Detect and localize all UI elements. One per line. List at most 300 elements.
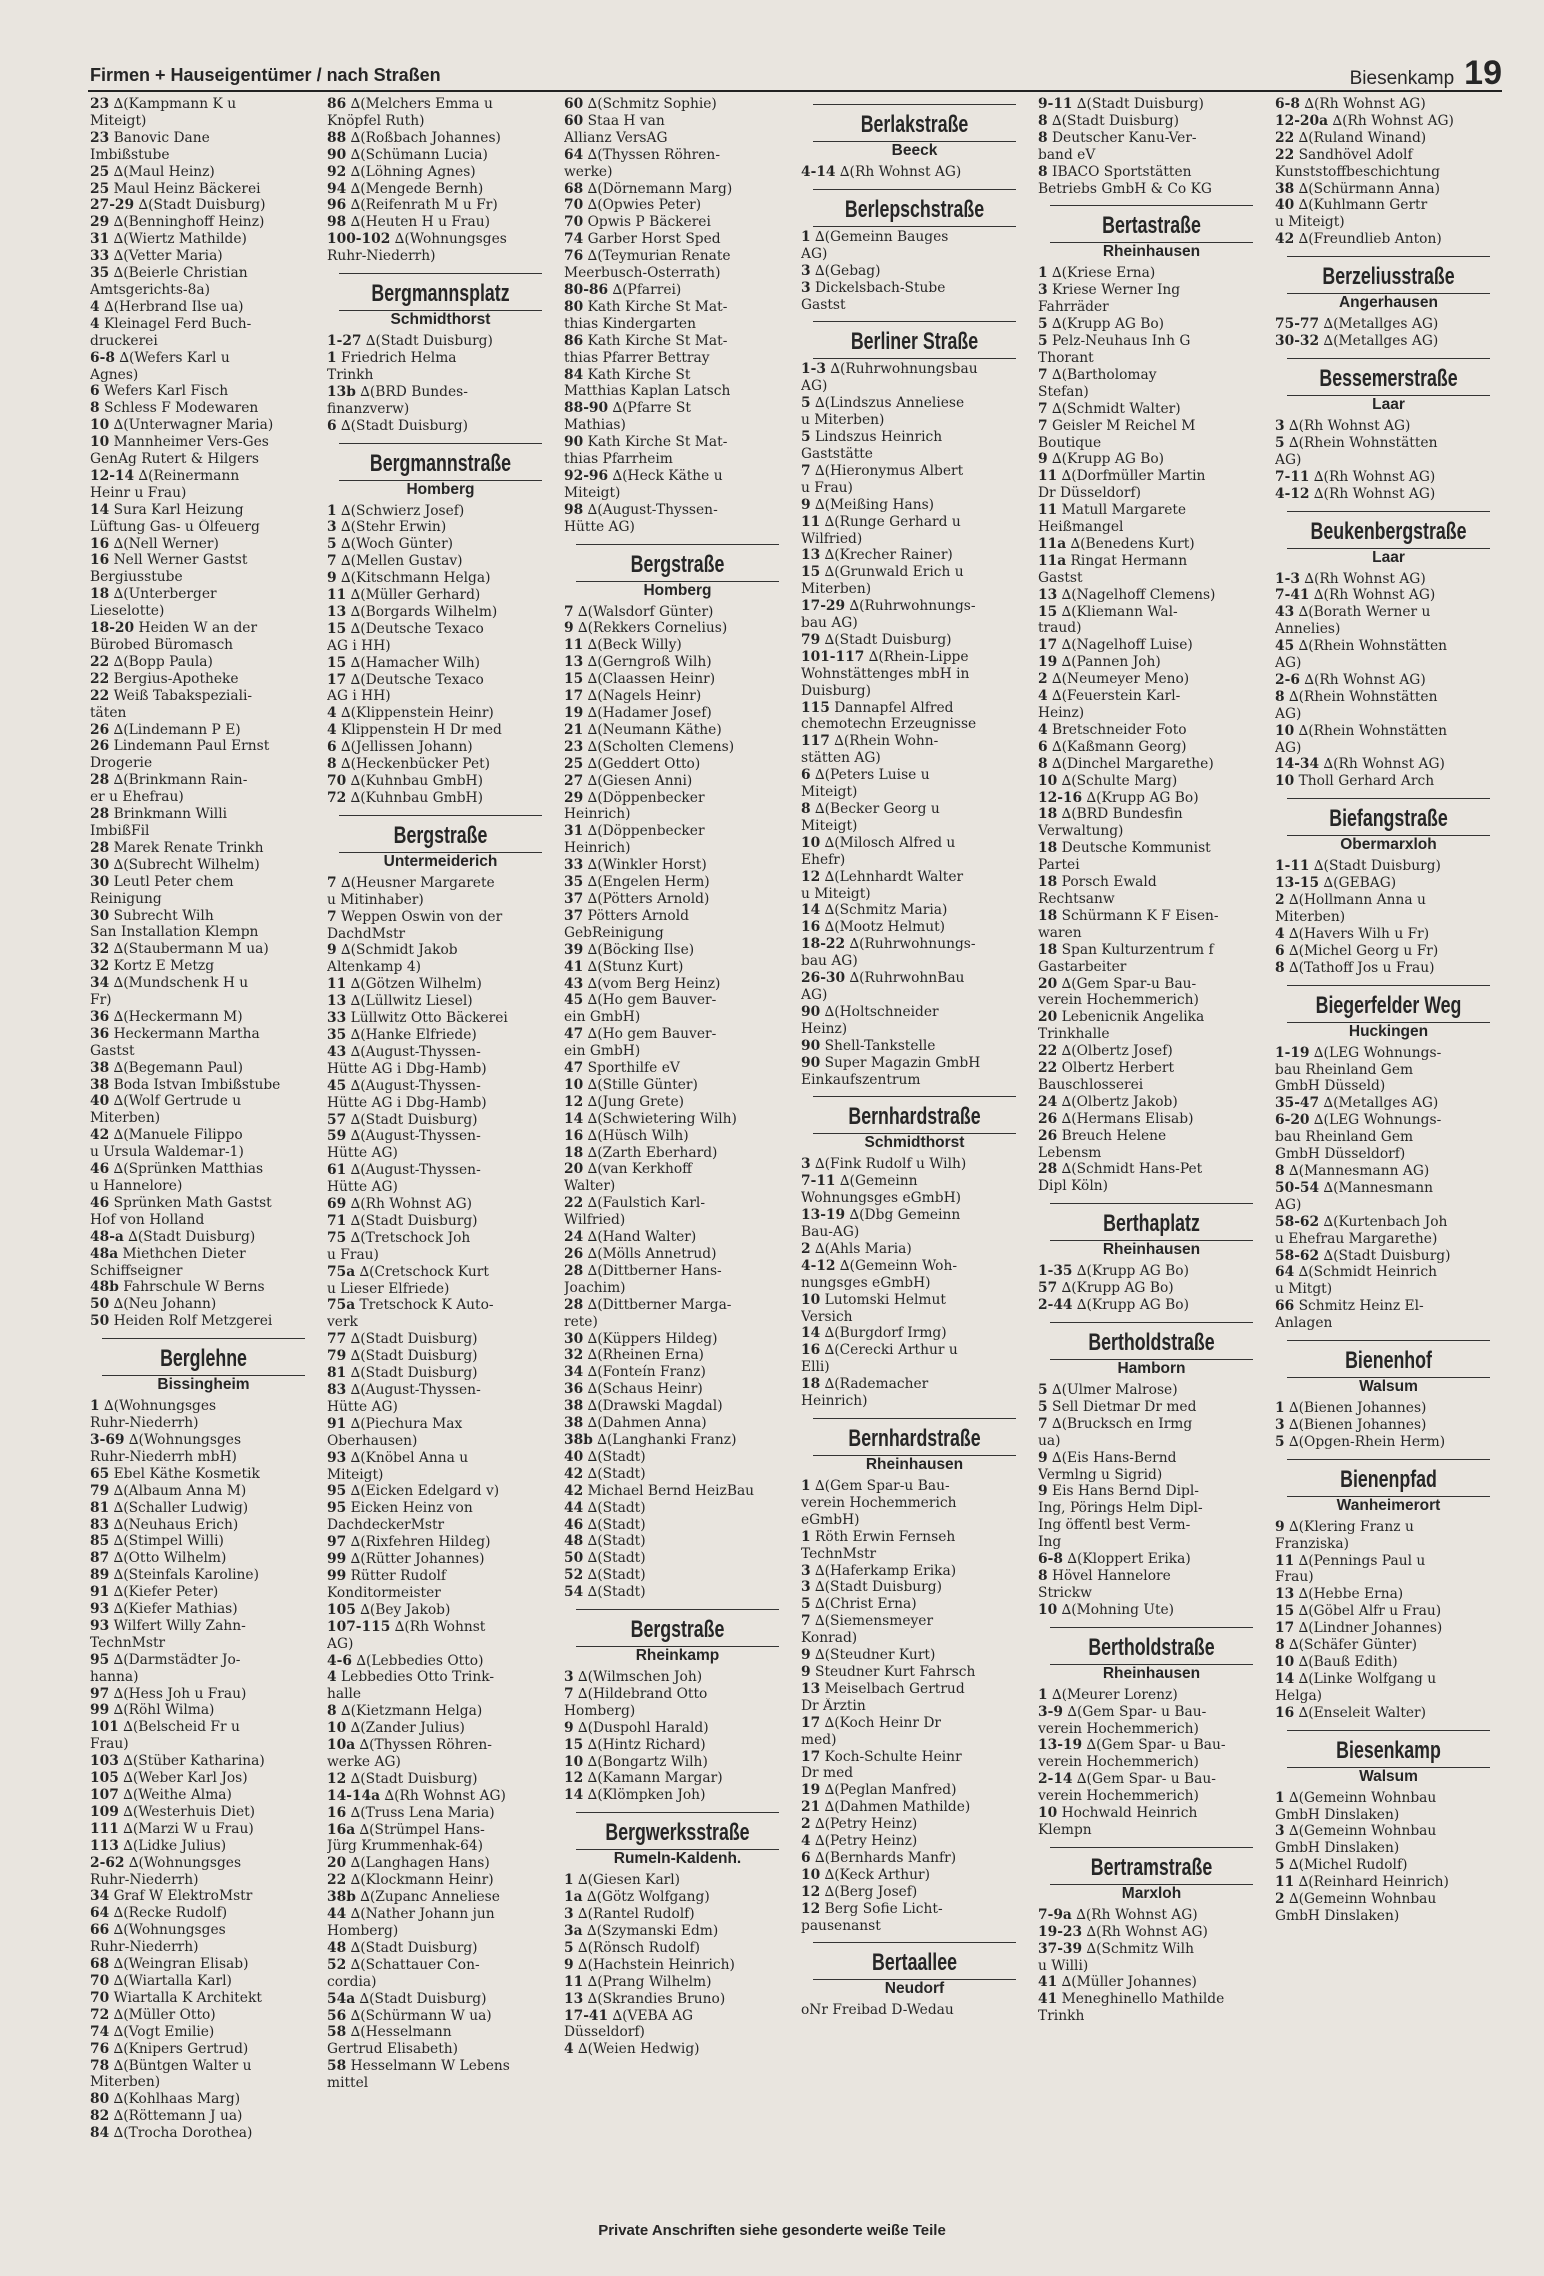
entry-text: Wohnungsges eGmbH) (801, 1190, 961, 1207)
entry-text: ∆(Havers Wilh u Fr) (1289, 925, 1430, 942)
entry-text: Agnes) (90, 366, 139, 383)
directory-entry (801, 564, 1028, 581)
directory-entry (801, 164, 1028, 181)
entry-text: ∆(Stüber Katharina) (123, 1753, 265, 1770)
directory-entry (327, 248, 554, 265)
directory-entry (801, 246, 1028, 263)
entry-text: täten (90, 704, 127, 721)
house-number: 18 (1038, 941, 1058, 958)
entry-text: eGmbH) (801, 1511, 860, 1528)
directory-entry (801, 1038, 1028, 1055)
entry-text: Tretschock K Auto- (359, 1297, 494, 1314)
entry-text: ∆(Rh Wohnst AG) (1304, 570, 1426, 587)
house-number: 45 (564, 992, 584, 1009)
directory-entry (801, 1647, 1028, 1664)
entry-text: AG) (1275, 655, 1302, 672)
directory-entry (1038, 620, 1265, 637)
directory-entry (1275, 1095, 1502, 1112)
house-number: 60 (564, 112, 584, 129)
entry-text: ∆(Müller Gerhard) (350, 587, 481, 604)
entry-text: Trinkhalle (1038, 1026, 1110, 1043)
entry-text: ∆(Kuhnbau GmbH) (350, 773, 483, 789)
entry-text: ∆(Keck Arthur) (824, 1866, 931, 1883)
house-number: 34 (564, 1364, 584, 1381)
entry-text: ∆(Heckermann M) (113, 1008, 243, 1025)
street-name: Bergmannstraße (369, 449, 512, 477)
directory-entry (564, 1432, 791, 1449)
entry-text: band eV (1038, 146, 1096, 163)
entry-text: Boda Istvan Imbißstube (113, 1076, 281, 1093)
house-number: 1-3 (801, 361, 826, 378)
column-1 (86, 96, 321, 2216)
directory-entry (90, 874, 317, 891)
house-number: 30-32 (1275, 333, 1320, 350)
directory-entry (1038, 1974, 1265, 1991)
house-number: 3 (801, 279, 811, 296)
entry-text: ∆(Rh Wohnst AG) (350, 1196, 472, 1213)
street-section (564, 1812, 791, 1868)
entry-text: Kath Kirche St (587, 366, 691, 383)
directory-entry (327, 350, 554, 367)
directory-entry (564, 756, 791, 773)
section-divider (1287, 1459, 1490, 1460)
directory-entry (1038, 1009, 1265, 1026)
entry-text: Bauschlosserei (1038, 1076, 1144, 1093)
street-name: Bergstraße (630, 550, 725, 578)
entry-text: Miethchen Dieter (122, 1245, 246, 1262)
entry-text: ∆(vom Berg Heinz) (587, 975, 721, 992)
entry-text: Hövel Hannelore (1052, 1567, 1171, 1584)
directory-entry (90, 755, 317, 772)
house-number: 5 (1038, 1382, 1048, 1398)
directory-entry (1275, 452, 1502, 469)
house-number: 58-62 (1275, 1213, 1320, 1230)
house-number: 34 (90, 975, 110, 992)
house-number: 82 (90, 2108, 110, 2125)
entry-text: Hütte AG) (327, 1179, 398, 1196)
street-section (1038, 1627, 1265, 1683)
house-number: 10 (90, 434, 110, 451)
directory-entry (564, 1060, 791, 1077)
directory-entry (801, 1021, 1028, 1038)
entry-text: Duisburg) (801, 682, 871, 699)
entry-text: ∆(Schmidt Hans-Pet (1061, 1161, 1203, 1178)
directory-entry (90, 1398, 317, 1415)
directory-entry (327, 231, 554, 248)
house-number: 47 (564, 1060, 584, 1077)
entry-text: ∆(Stadt Duisburg) (815, 1579, 942, 1596)
entry-text: ∆(Deutsche Texaco (350, 671, 484, 688)
house-number: 74 (564, 231, 584, 248)
directory-entry (327, 1399, 554, 1416)
house-number: 12 (564, 1093, 584, 1110)
entry-text: ∆(Dinchel Margarethe) (1052, 755, 1214, 772)
entry-text: u Frau) (801, 479, 853, 496)
entry-text: ∆(Schmidt Walter) (1052, 400, 1181, 417)
directory-entry (564, 333, 791, 350)
house-number: 79 (327, 1348, 347, 1365)
house-number: 75 (327, 1229, 347, 1246)
house-number: 32 (564, 1347, 584, 1364)
directory-entry (564, 519, 791, 536)
entry-text: ∆(Hess Joh u Frau) (113, 1685, 247, 1702)
directory-entry (564, 400, 791, 417)
entry-text: ∆(Stadt Duisburg) (350, 1212, 478, 1229)
entry-text: Hof von Holland (90, 1211, 205, 1228)
directory-entry (1038, 1450, 1265, 1467)
directory-entry (564, 130, 791, 147)
entry-text: Elli) (801, 1359, 830, 1376)
house-number: 50 (90, 1313, 110, 1330)
entry-text: ∆(Hadamer Josef) (587, 705, 712, 721)
entry-text: ∆(Eis Hans-Bernd (1052, 1449, 1177, 1466)
directory-entry (564, 637, 791, 654)
entry-text: ∆(Nell Werner) (113, 535, 219, 552)
house-number: 93 (90, 1601, 110, 1618)
entry-text: ∆(Hachstein Heinrich) (578, 1956, 735, 1973)
house-number: 66 (90, 1922, 110, 1939)
entry-text: ∆(Vogt Emilie) (113, 2023, 215, 2040)
section-divider (813, 189, 1016, 190)
house-number: 28 (564, 1262, 584, 1279)
directory-entry (90, 434, 317, 451)
entry-text: druckerei (90, 332, 158, 349)
house-number: 7-11 (801, 1173, 836, 1190)
house-number: 58 (327, 2058, 347, 2075)
house-number: 22 (90, 670, 110, 687)
house-number: 10 (564, 1753, 584, 1770)
directory-entry (1275, 1298, 1502, 1315)
directory-entry (564, 773, 791, 790)
directory-entry (801, 953, 1028, 970)
entry-text: u Miteigt) (801, 885, 871, 902)
street-section (327, 273, 554, 329)
directory-entry (1275, 1434, 1502, 1451)
house-number: 3a (564, 1923, 583, 1939)
entry-text: Knöpfel Ruth) (327, 112, 425, 129)
house-number: 17-41 (564, 2007, 609, 2024)
entry-text: Kath Kirche St Mat- (587, 332, 728, 349)
house-number: 1 (801, 1478, 811, 1494)
directory-entry (1038, 790, 1265, 807)
entry-text: ∆(Metallges AG) (1323, 316, 1439, 333)
entry-text: Nell Werner Gastst (113, 552, 248, 569)
house-number: 7-41 (1275, 587, 1310, 604)
directory-entry (90, 1888, 317, 1905)
entry-text: Mathias) (564, 417, 626, 434)
entry-text: Lüllwitz Otto Bäckerei (350, 1010, 508, 1027)
directory-entry (1275, 858, 1502, 875)
entry-text: ∆(Mölls Annetrud) (587, 1246, 717, 1262)
entry-text: ∆(Becker Georg u (815, 801, 940, 817)
house-number: 31 (90, 231, 110, 248)
directory-entry (1275, 689, 1502, 706)
house-number: 52 (327, 1956, 347, 1973)
house-number: 7 (564, 1685, 574, 1702)
directory-entry (564, 874, 791, 891)
district-name: Hamborn (1117, 1360, 1186, 1377)
house-number: 79 (90, 1482, 110, 1499)
directory-entry (327, 1213, 554, 1230)
entry-text: Ebel Käthe Kosmetik (113, 1465, 260, 1482)
directory-entry (327, 1602, 554, 1619)
house-number: 8 (1275, 1637, 1285, 1654)
directory-entry (801, 818, 1028, 835)
house-number: 10 (90, 417, 110, 434)
directory-entry (801, 886, 1028, 903)
directory-entry (801, 1867, 1028, 1884)
directory-entry (90, 1432, 317, 1449)
street-name: Bergwerksstraße (605, 1819, 750, 1847)
house-number: 92-96 (564, 467, 609, 484)
directory-entry (801, 1292, 1028, 1309)
directory-entry (564, 790, 791, 807)
directory-entry (801, 1241, 1028, 1258)
directory-entry (801, 1224, 1028, 1241)
column-5 (1034, 96, 1269, 2216)
directory-entry (90, 113, 317, 130)
directory-entry (327, 1365, 554, 1382)
directory-entry (1275, 1688, 1502, 1705)
house-number: 46 (90, 1194, 110, 1211)
entry-text: ∆(Gem Spar- u Bau- (1076, 1771, 1216, 1788)
directory-entry (90, 1466, 317, 1483)
directory-entry (327, 1957, 554, 1974)
directory-entry (90, 197, 317, 214)
street-section (801, 1096, 1028, 1152)
directory-entry (1038, 959, 1265, 976)
entry-text: Heinrich) (564, 840, 631, 857)
house-number: 18 (1038, 907, 1058, 924)
house-number: 74 (90, 2023, 110, 2040)
entry-text: ∆(Schmidt Heinrich (1298, 1264, 1438, 1281)
house-number: 70 (90, 1989, 110, 2006)
directory-entry (1038, 1145, 1265, 1162)
street-section (1038, 1322, 1265, 1378)
directory-entry (1275, 1908, 1502, 1925)
directory-entry (327, 333, 554, 350)
directory-entry (90, 1144, 317, 1161)
directory-entry (1275, 316, 1502, 333)
directory-entry (564, 147, 791, 164)
directory-entry (327, 638, 554, 655)
entry-text: Gaststätte (801, 445, 873, 462)
house-number: 23 (90, 96, 110, 112)
house-number: 25 (90, 180, 110, 197)
entry-text: ∆(Kriese Erna) (1052, 265, 1156, 282)
entry-text: ∆(Peters Luise u (815, 767, 930, 784)
entry-text: DachdeckerMstr (327, 1517, 445, 1534)
directory-entry (1275, 1129, 1502, 1146)
directory-entry (801, 1004, 1028, 1021)
house-number: 23 (564, 738, 584, 755)
directory-entry (801, 1850, 1028, 1867)
directory-entry (1038, 519, 1265, 536)
page-number: 19 (1464, 54, 1502, 92)
house-number: 7 (801, 1613, 811, 1630)
entry-text: ∆(Winkler Horst) (587, 857, 707, 874)
house-number: 3 (1275, 1823, 1285, 1840)
directory-entry (90, 1279, 317, 1296)
house-number: 15 (801, 564, 821, 581)
directory-entry (801, 970, 1028, 987)
entry-text: ∆(GEBAG) (1323, 875, 1397, 892)
directory-entry (1275, 1705, 1502, 1722)
directory-entry (90, 1009, 317, 1026)
entry-text: u Miterben) (801, 412, 885, 429)
house-number: 43 (564, 975, 584, 992)
street-name: Bertramstraße (1090, 1853, 1213, 1881)
section-divider (576, 1609, 779, 1610)
entry-text: ∆(Ho gem Bauver- (587, 992, 717, 1009)
house-number: 41 (564, 958, 584, 975)
directory-entry (1038, 823, 1265, 840)
entry-text: Röth Erwin Fernseh (815, 1528, 956, 1545)
house-number: 3 (564, 1906, 574, 1923)
house-number: 10 (1275, 722, 1295, 739)
directory-entry (1038, 1433, 1265, 1450)
house-number: 18 (1038, 840, 1058, 857)
directory-entry (801, 666, 1028, 683)
house-number: 22 (327, 1872, 347, 1889)
directory-entry (1275, 960, 1502, 977)
directory-entry (90, 282, 317, 299)
entry-text: u Miteigt) (1275, 214, 1345, 231)
house-number: 17 (1275, 1620, 1295, 1637)
directory-entry (564, 1567, 791, 1584)
house-number: 105 (90, 1770, 119, 1787)
entry-text: ∆(Kiefer Mathias) (113, 1601, 238, 1618)
house-number: 11 (327, 976, 347, 993)
street-section (801, 104, 1028, 160)
entry-text: nungsges eGmbH) (801, 1274, 931, 1291)
directory-entry (327, 2058, 554, 2075)
entry-text: ∆(Lindszus Anneliese (815, 395, 965, 412)
directory-entry (1275, 875, 1502, 892)
directory-entry (564, 925, 791, 942)
directory-entry (564, 1263, 791, 1280)
house-number: 95 (327, 1500, 347, 1517)
directory-entry (1038, 1941, 1265, 1958)
directory-entry (90, 1110, 317, 1127)
entry-text: ∆(Opwies Peter) (587, 197, 702, 214)
directory-entry (327, 1872, 554, 1889)
house-number: 4-14 (801, 164, 836, 180)
house-number: 13 (327, 993, 347, 1010)
directory-entry (564, 1415, 791, 1432)
entry-text: ∆(Holtschneider (824, 1003, 939, 1020)
entry-text: Reinigung (90, 890, 162, 907)
entry-text: u Ehefrau Margarethe) (1275, 1230, 1438, 1247)
house-number: 2-44 (1038, 1297, 1073, 1314)
house-number: 64 (90, 1905, 110, 1922)
directory-entry (801, 361, 1028, 378)
entry-text: ∆(Hieronymus Albert (815, 462, 964, 479)
entry-text: ∆(Wohnungsges (128, 1854, 242, 1871)
directory-entry (1275, 1214, 1502, 1231)
directory-entry (327, 1145, 554, 1162)
directory-entry (1275, 1417, 1502, 1434)
house-number: 61 (327, 1162, 347, 1179)
entry-text: Stefan) (1038, 383, 1089, 400)
entry-text: Porsch Ewald (1061, 874, 1157, 891)
entry-text: ImbißFil (90, 822, 150, 839)
entry-text: ∆(Metallges AG) (1323, 1095, 1439, 1112)
entry-text: ∆(Stadt) (587, 1465, 646, 1482)
entry-text: Wilfried) (564, 1212, 626, 1229)
entry-text: ∆(Stadt) (587, 1516, 646, 1533)
directory-entry (90, 2041, 317, 2058)
house-number: 12 (801, 868, 821, 885)
district-name: Rumeln-Kaldenh. (613, 1850, 742, 1868)
directory-entry (327, 926, 554, 943)
directory-entry (1038, 1568, 1265, 1585)
directory-entry (90, 2091, 317, 2108)
house-number: 27 (564, 772, 584, 789)
directory-entry (564, 1009, 791, 1026)
directory-entry (90, 603, 317, 620)
house-number: 35 (564, 874, 584, 891)
directory-entry (564, 1550, 791, 1567)
entry-text: AG) (801, 986, 828, 1003)
directory-entry (90, 1077, 317, 1094)
directory-entry (1275, 1180, 1502, 1197)
house-number: 41 (1038, 1974, 1058, 1991)
entry-text: ∆(Dörnemann Marg) (587, 180, 733, 197)
entry-text: ∆(Stadt Duisburg) (128, 1228, 256, 1245)
entry-text: Versich (801, 1308, 853, 1325)
entry-text: IBACO Sportstätten (1052, 163, 1192, 180)
entry-text: ∆(Kaßmann Georg) (1052, 738, 1187, 755)
directory-entry (90, 248, 317, 265)
entry-text: Berg Sofie Licht- (824, 1900, 943, 1917)
directory-entry (327, 1703, 554, 1720)
house-number: 9 (1038, 1483, 1048, 1500)
directory-entry (90, 2108, 317, 2125)
entry-text: ∆(Grunwald Erich u (824, 564, 964, 581)
house-number: 90 (801, 1054, 821, 1071)
entry-text: ∆(Klering Franz u (1289, 1518, 1414, 1535)
entry-text: ∆(Schwierz Josef) (341, 502, 465, 519)
directory-entry (564, 1280, 791, 1297)
directory-entry (327, 1112, 554, 1129)
house-number: 17 (1038, 637, 1058, 654)
directory-entry (90, 654, 317, 671)
entry-text: ∆(Wohnungsges (128, 1431, 242, 1448)
directory-entry (90, 214, 317, 231)
section-divider (1050, 1627, 1253, 1628)
house-number: 11 (564, 637, 584, 654)
entry-text: ∆(Rütter Johannes) (350, 1551, 485, 1568)
district-name: Rheinhausen (865, 1456, 964, 1473)
house-number: 87 (90, 1550, 110, 1567)
directory-entry (1038, 130, 1265, 147)
directory-entry (1038, 1704, 1265, 1721)
directory-entry (327, 1230, 554, 1247)
directory-entry (90, 1483, 317, 1500)
entry-text: Banovic Dane (113, 129, 210, 146)
house-number: 12-16 (1038, 789, 1083, 806)
entry-text: ∆(Döppenbecker (587, 823, 705, 840)
directory-entry (1038, 976, 1265, 993)
entry-text: Mannheimer Vers-Ges (113, 434, 269, 451)
entry-text: ∆(Brucksch en Irmg (1052, 1415, 1193, 1432)
directory-entry (564, 1923, 791, 1940)
directory-entry (327, 959, 554, 976)
entry-text: ein GmbH) (564, 1009, 641, 1026)
entry-text: ∆(Prang Wilhelm) (587, 1973, 712, 1990)
house-number: 68 (90, 1956, 110, 1973)
